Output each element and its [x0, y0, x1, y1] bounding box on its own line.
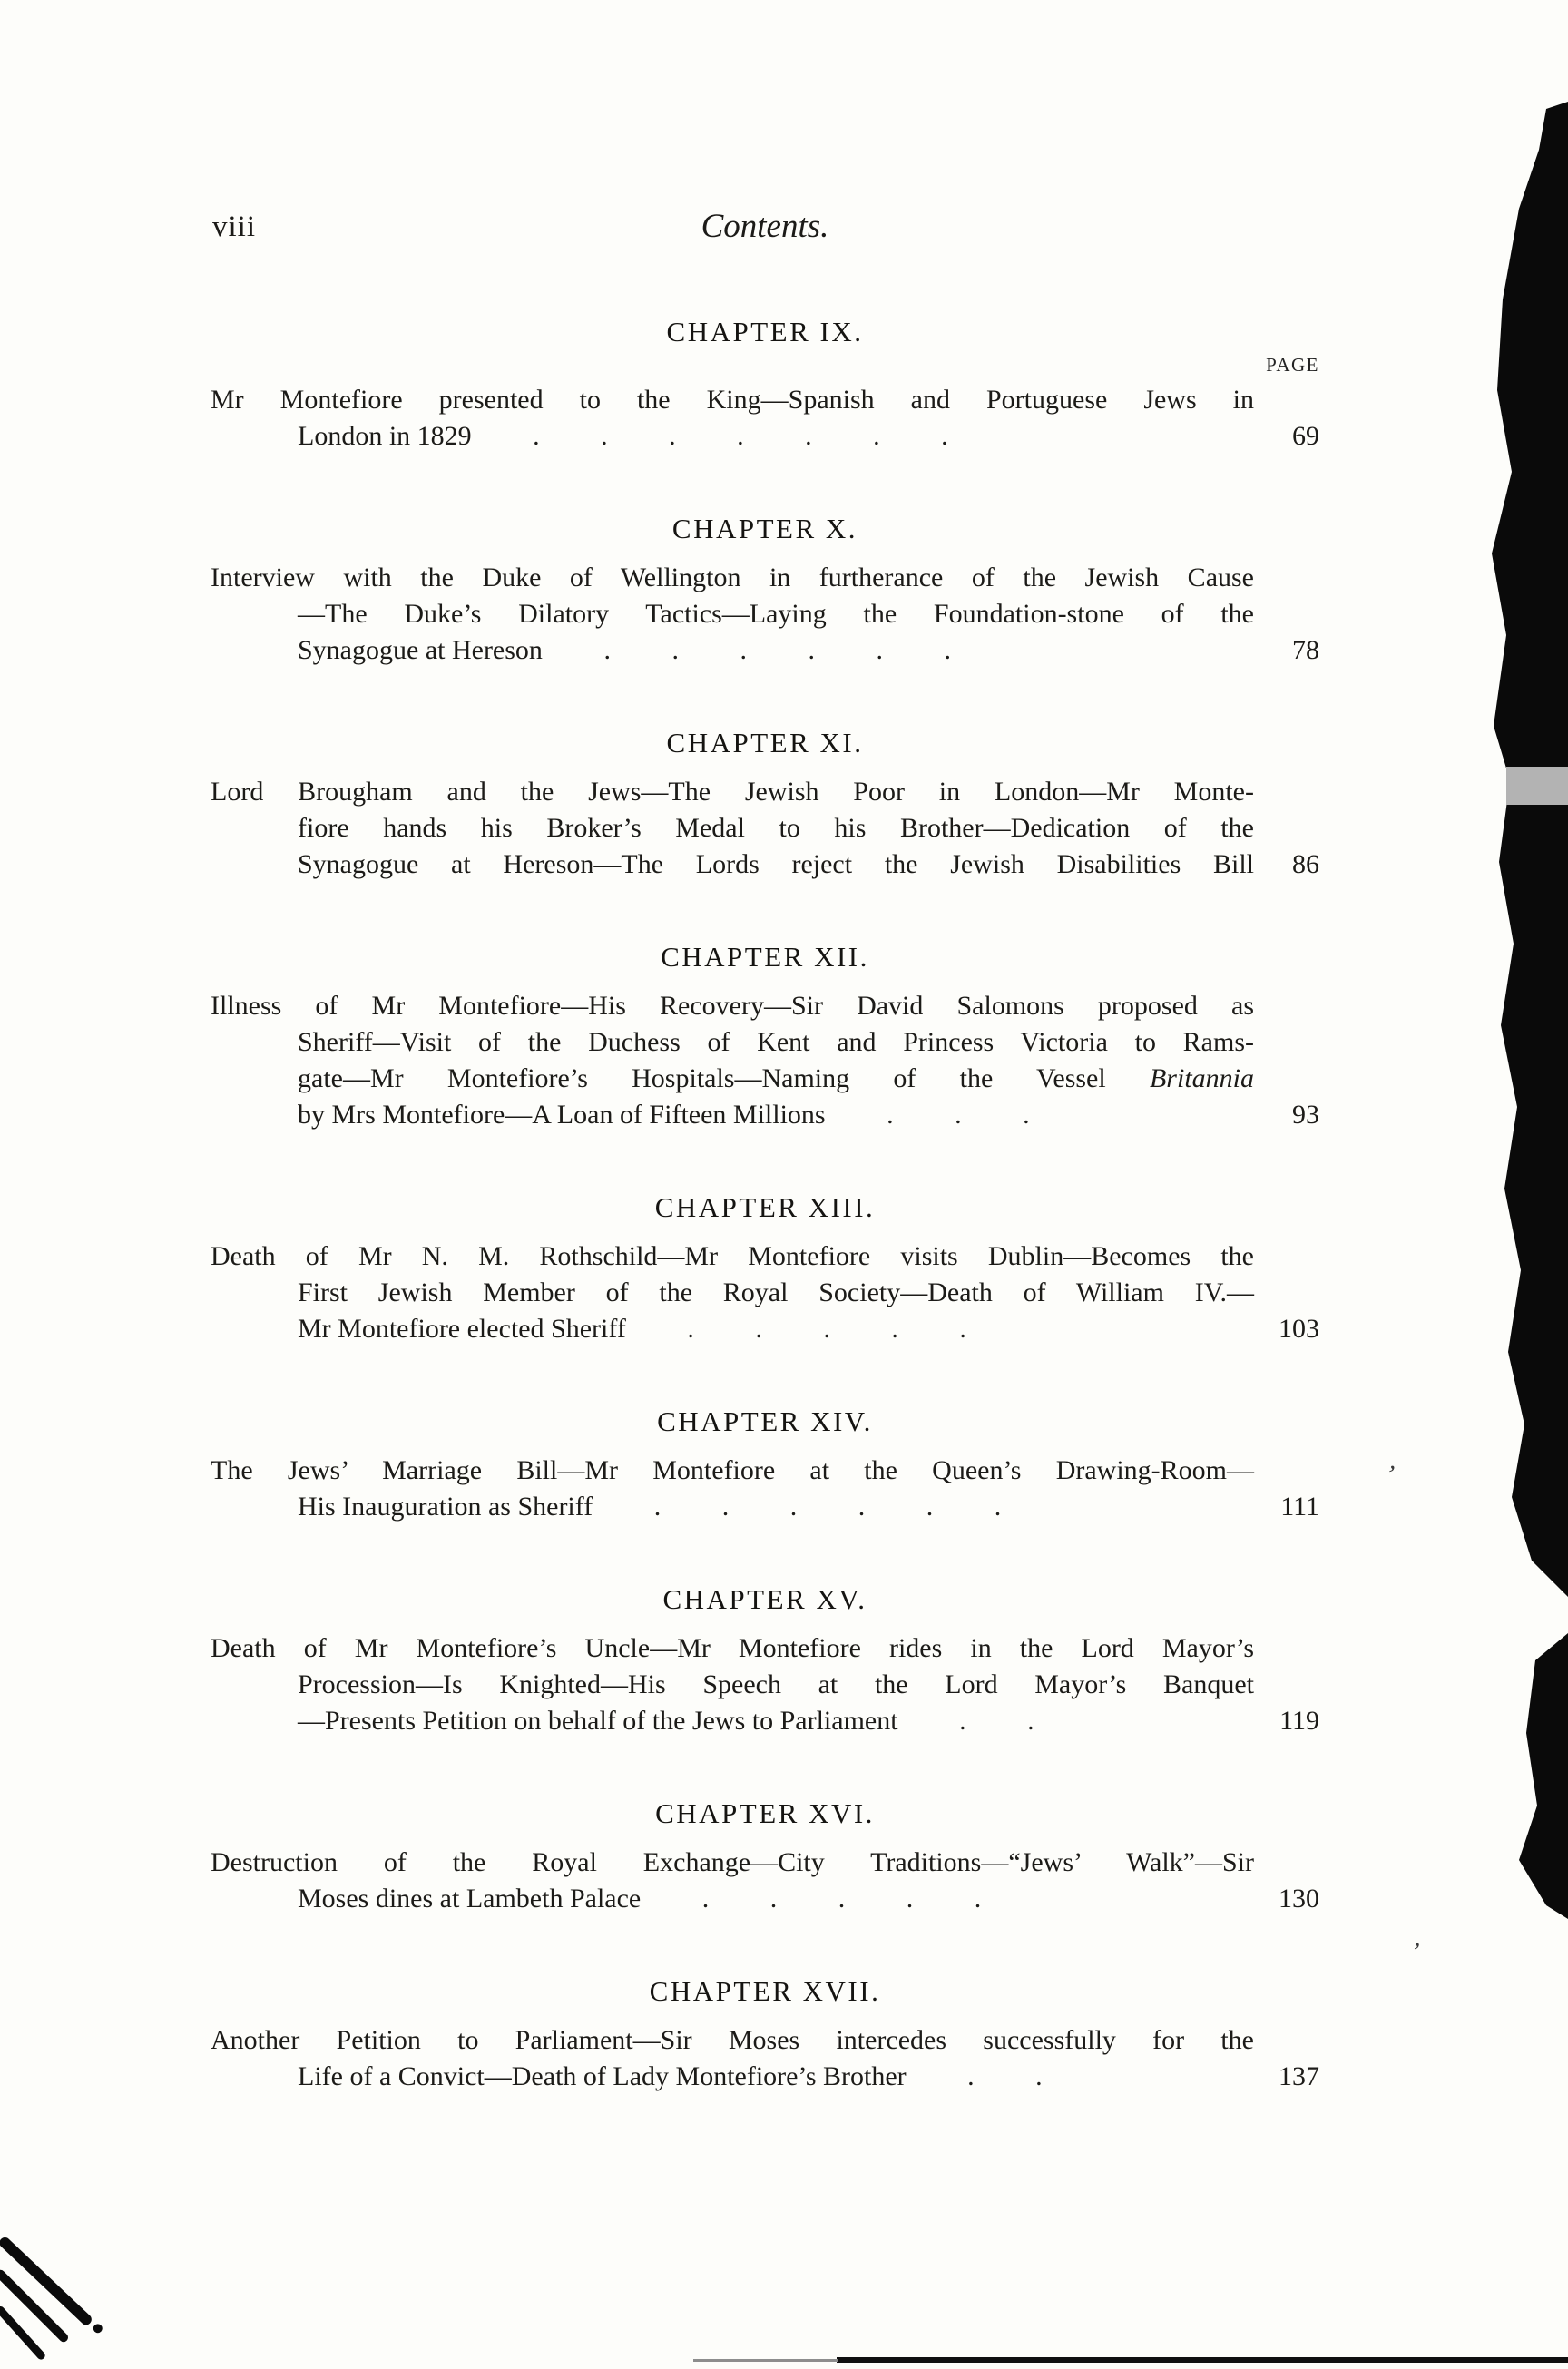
contents-page [211, 207, 1319, 2095]
chapter-heading: CHAPTER XI. [666, 727, 864, 759]
scan-artifact-right-band [1459, 0, 1568, 2369]
entry-page-number: 111 [1280, 1492, 1319, 1522]
scan-artifact-bottom-line-faint [693, 2359, 838, 2362]
entry-text-segment: Death of Mr Montefiore’s Uncle—Mr Montefiore rides in the Lord Mayor’s [211, 1633, 1254, 1663]
leader-dots: . . . . . . [542, 635, 951, 665]
entry-line [211, 596, 1254, 632]
entry-page-number: 137 [1279, 2061, 1319, 2091]
entry-page-number: 93 [1292, 1100, 1319, 1130]
scan-artifact-bottom-line [837, 2357, 1568, 2363]
entry-text-italic: Britannia [1149, 1063, 1254, 1093]
entry-text-segment: gate—Mr Montefiore’s Hospitals—Naming of the Vessel [298, 1063, 1150, 1093]
chapter [211, 511, 1319, 669]
chapter [211, 1189, 1319, 1347]
chapter [211, 725, 1319, 883]
entry-line [211, 1061, 1254, 1097]
chapter [211, 939, 1319, 1133]
chapter [211, 1581, 1319, 1739]
chapter-heading: CHAPTER XVII. [649, 1975, 881, 2007]
entry-line [211, 1238, 1254, 1275]
entry-line [211, 1275, 1254, 1311]
entry-line [211, 1489, 1254, 1525]
entry-text-segment: Life of a Convict—Death of Lady Montefiore’s Brother [298, 2061, 906, 2091]
entry-line [211, 418, 1254, 455]
entry-line [211, 988, 1254, 1024]
entry-text-segment: His Inauguration as Sheriff [298, 1492, 593, 1522]
entry-line [211, 774, 1254, 810]
entry-text-segment: Illness of Mr Montefiore—His Recovery—Sir David Salomons proposed as [211, 991, 1254, 1021]
stray-mark: ’ [1409, 1937, 1423, 1967]
entry-line [211, 2022, 1254, 2059]
entry-text-segment: —Presents Petition on behalf of the Jews to Parliament [298, 1706, 898, 1736]
chapter-entry [211, 988, 1319, 1133]
entry-page-number: 119 [1279, 1706, 1319, 1736]
entry-line [211, 382, 1254, 418]
entry-text-segment: Procession—Is Knighted—His Speech at the Lord Mayor’s Banquet [298, 1669, 1254, 1699]
entry-text-segment: by Mrs Montefiore—A Loan of Fifteen Millions [298, 1100, 826, 1130]
chapter [211, 1404, 1319, 1525]
leader-dots: . . . . . . [593, 1492, 1002, 1522]
entry-line [211, 1667, 1254, 1703]
entry-text-segment: fiore hands his Broker’s Medal to his Brother—Dedication of the [298, 813, 1254, 843]
leader-dots: . . . [825, 1100, 1030, 1130]
entry-text-segment: Mr Montefiore presented to the King—Spanish and Portuguese Jews in [211, 385, 1254, 415]
running-title: Contents. [701, 208, 829, 245]
entry-text-segment: Another Petition to Parliament—Sir Moses intercedes successfully for the [211, 2025, 1254, 2055]
entry-line [211, 1311, 1254, 1347]
entry-text-segment: Lord Brougham and the Jews—The Jewish Poor in London—Mr Monte- [211, 777, 1254, 807]
chapter [211, 1973, 1319, 2095]
entry-page-number: 86 [1292, 849, 1319, 879]
entry-page-number: 78 [1292, 635, 1319, 665]
chapter-entry [211, 1453, 1319, 1525]
entry-line [211, 1845, 1254, 1881]
leader-dots: . . . . . [641, 1884, 982, 1914]
page-column-label: PAGE [1266, 354, 1319, 376]
entry-text-segment: Death of Mr N. M. Rothschild—Mr Montefiore visits Dublin—Becomes the [211, 1241, 1254, 1271]
entry-line [211, 810, 1254, 847]
entry-page-number: 130 [1279, 1884, 1319, 1914]
leader-dots: . . [897, 1706, 1034, 1736]
entry-line [211, 560, 1254, 596]
chapter-heading: CHAPTER XVI. [655, 1797, 875, 1829]
leader-dots: . . [906, 2061, 1043, 2091]
leader-dots: . . . . . [625, 1314, 966, 1344]
entry-line [211, 1703, 1254, 1739]
entry-text-segment: Synagogue at Hereson—The Lords reject the Jewish Disabilities Bill [298, 849, 1254, 879]
entry-line [211, 632, 1254, 669]
entry-page-number: 69 [1292, 421, 1319, 451]
scan-artifact-corner-scribble [0, 2234, 136, 2369]
chapter-entry [211, 1845, 1319, 1917]
entry-text-segment: Moses dines at Lambeth Palace [298, 1884, 642, 1914]
page-header [211, 207, 1319, 258]
chapter-entry [211, 2022, 1319, 2095]
chapter-heading: CHAPTER XV. [662, 1583, 867, 1615]
entry-text-segment: The Jews’ Marriage Bill—Mr Montefiore at the Queen’s Drawing-Room— [211, 1455, 1254, 1485]
chapter-entry [211, 382, 1319, 455]
entry-text-segment: London in 1829 [298, 421, 472, 451]
entry-text-segment: Mr Montefiore elected Sheriff [298, 1314, 626, 1344]
chapter-entry [211, 560, 1319, 669]
entry-line [211, 1097, 1254, 1133]
chapter-heading: CHAPTER X. [671, 513, 858, 544]
entry-text-segment: First Jewish Member of the Royal Society—Death of William IV.— [298, 1277, 1254, 1307]
entry-text-segment: —The Duke’s Dilatory Tactics—Laying the Foundation-stone of the [298, 599, 1254, 629]
entry-text-segment: Interview with the Duke of Wellington in furtherance of the Jewish Cause [211, 563, 1254, 592]
entry-line [211, 1630, 1254, 1667]
chapter-entry [211, 1238, 1319, 1347]
entry-text-segment: Synagogue at Hereson [298, 635, 543, 665]
entry-page-number: 103 [1279, 1314, 1319, 1344]
chapter [211, 314, 1319, 455]
chapter-heading: CHAPTER XII. [661, 941, 869, 973]
chapter-heading: CHAPTER XIII. [654, 1191, 876, 1223]
entry-text-segment: Sheriff—Visit of the Duchess of Kent and Princess Victoria to Rams- [298, 1027, 1254, 1057]
entry-text-segment: Destruction of the Royal Exchange—City Traditions—“Jews’ Walk”—Sir [211, 1847, 1254, 1877]
stray-mark: ’ [1383, 1460, 1398, 1490]
leader-dots: . . . . . . . [471, 421, 948, 451]
chapter [211, 1796, 1319, 1917]
entry-line [211, 2059, 1254, 2095]
chapter-entry [211, 774, 1319, 883]
chapter-heading: CHAPTER XIV. [657, 1405, 873, 1437]
folio-page-number: viii [212, 210, 257, 243]
chapter-heading: CHAPTER IX. [666, 316, 864, 348]
chapter-entry [211, 1630, 1319, 1739]
chapters [211, 314, 1319, 2095]
entry-line [211, 1024, 1254, 1061]
entry-line [211, 1881, 1254, 1917]
entry-line [211, 1453, 1254, 1489]
entry-line [211, 847, 1254, 883]
